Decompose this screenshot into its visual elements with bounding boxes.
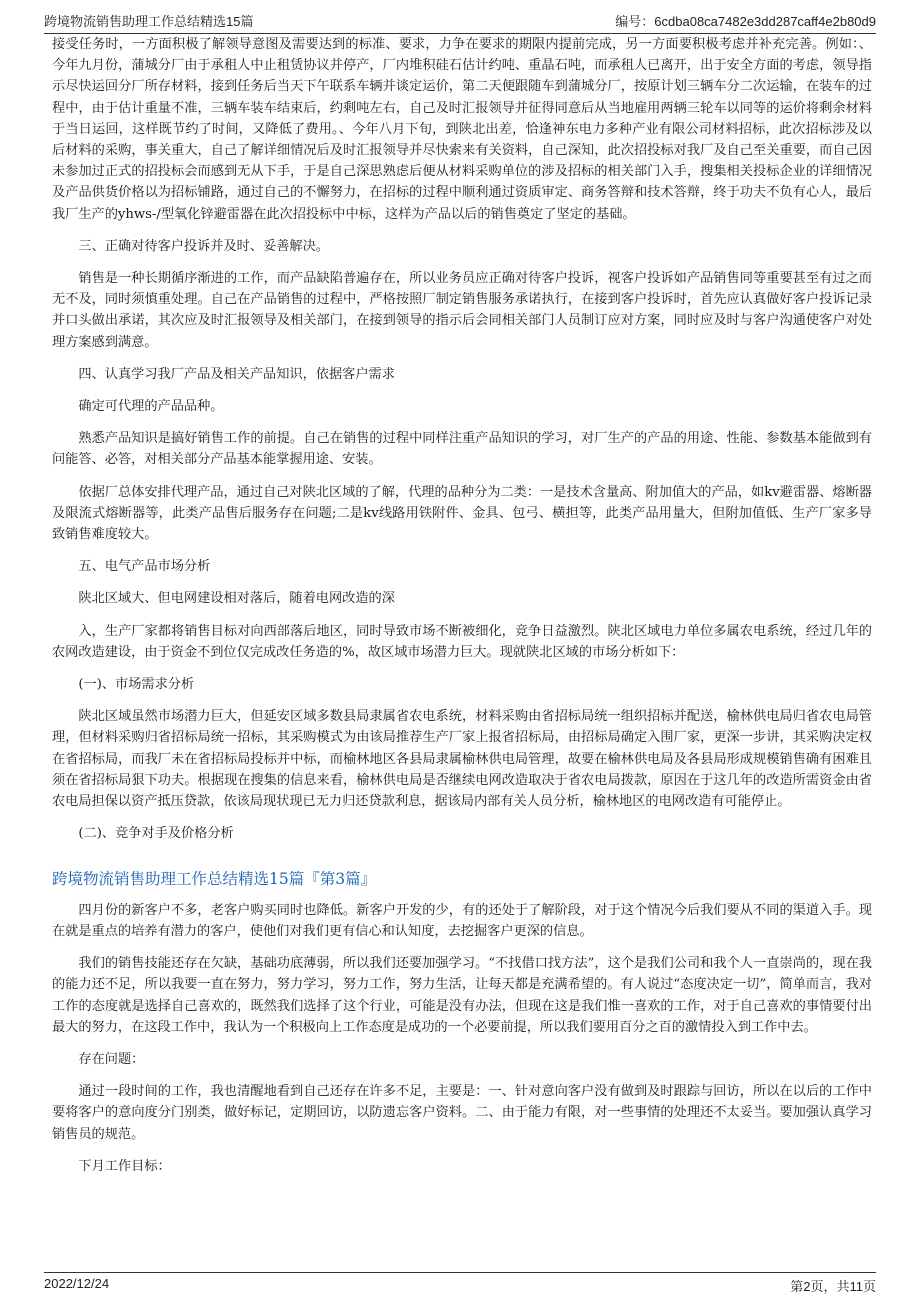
section-heading: 五、电气产品市场分析 — [78, 559, 211, 575]
document-code: 编号：6cdba08ca7482e3dd287caff4e2b80d9 — [615, 14, 876, 29]
page-footer — [44, 1272, 876, 1296]
paragraph: 熟悉产品知识是搞好销售工作的前提。自己在销售的过程中同样注重产品知识的学习，对厂生产的产品的用途、性能、参数基本能做到有问能答、必答，对相关部分产品基本能掌握用途、安装。 — [52, 431, 872, 468]
page-header — [44, 8, 876, 34]
section-heading: 下月工作目标： — [78, 1158, 171, 1174]
paragraph: 销售是一种长期循序渐进的工作，而产品缺陷普遍存在，所以业务员应正确对待客户投诉，视客户投诉如产品销售同等重要甚至有过之而无不及，同时须慎重处理。自己在产品销售的过程中，严格按照厂制定销售服务承诺执行，在接到客户投诉时，首先应认真做好客户投诉记录并口头做出承诺，其次应及时汇报领导及相关部门，在接到领导的指示后会同相关部门人员制订应对方案，同时应及时与客户沟通使客户对处理方案感到满意。 — [52, 271, 872, 350]
section-heading: 三、正确对待客户投诉并及时、妥善解决。 — [78, 238, 329, 254]
document-title: 跨境物流销售助理工作总结精选15篇 — [44, 14, 254, 29]
paragraph: 依据厂总体安排代理产品，通过自己对陕北区域的了解，代理的品种分为二类：一是技术含量高、附加值大的产品，如kv避雷器、熔断器及限流式熔断器等，此类产品售后服务存在问题;二是kv线路用铁附件、金具、包弓、横担等，此类产品用量大，但附加值低、生产厂家多导致销售难度较大。 — [52, 484, 872, 543]
paragraph: 我们的销售技能还存在欠缺，基础功底薄弱，所以我们还要加强学习。“不找借口找方法”，这个是我们公司和我个人一直崇尚的，现在我的能力还不足，所以我要一直在努力，努力学习，努力工作，努力生活，让每天都是充满希望的。有人说过“态度决定一切”，简单而言，我对工作的态度就是选择自己喜欢的，既然我们选择了这个行业，可能是没有办法，但现在这是我们惟一喜欢的工作，对于自己喜欢的事情要付出最大的努力，在这段工作中，我认为一个积极向上工作态度是成功的一个必要前提，所以我们要用百分之百的激情投入到工作中去。 — [52, 956, 872, 1035]
page-number: 第2页，共11页 — [790, 1279, 876, 1294]
paragraph: 接受任务时，一方面积极了解领导意图及需要达到的标准、要求，力争在要求的期限内提前完成，另一方面要积极考虑并补充完善。例如：、今年九月份，蒲城分厂由于承租人中止租赁协议并停产，厂内堆积硅石估计约吨、重晶石吨，而承租人已离开，出于安全方面的考虑，领导指示尽快运回分厂所存材料，接到任务后当天下午联系车辆并谈定运价，第二天便跟随车到蒲城分厂，按原计划三辆车分二次运输，在装车的过程中，由于估计重量不准，三辆车装车结束后，约剩吨左右，自己及时汇报领导并征得同意后从当地雇用两辆三轮车以同等的运价将剩余材料于当日运回，这样既节约了时间，又降低了费用。、今年八月下旬，到陕北出差，恰逢神东电力多种产业有限公司材料招标，此次招标涉及以后材料的采购，事关重大，自己了解详细情况后及时汇报领导并尽快索来有关资料，自己深知，此次招投标对我厂及自己至关重要，而自己因未参加过正式的招投标会而感到无从下手，于是自己深思熟虑后便从材料采购单位的涉及招标的相关部门入手，搜集相关投标企业的详细情况及产品供货价格以为招标铺路，通过自己的不懈努力，在招标的过程中顺利通过资质审定、商务答辩和技术答辩，终于功夫不负有心人，最后我厂生产的yhws-/型氧化锌避雷器在此次招投标中中标，这样为产品以后的销售奠定了坚定的基础。 — [52, 37, 872, 222]
paragraph: 入，生产厂家都将销售目标对向西部落后地区，同时导致市场不断被细化，竞争日益激烈。陕北区域电力单位多属农电系统，经过几年的农网改造建设，由于资金不到位仅完成改任务造的%，故区域市场潜力巨大。现就陕北区域的市场分析如下： — [52, 623, 872, 660]
footer-date: 2022/12/24 — [44, 1276, 110, 1291]
paragraph: 通过一段时间的工作，我也清醒地看到自己还存在许多不足，主要是：一、针对意向客户没有做到及时跟踪与回访，所以在以后的工作中要将客户的意向度分门别类，做好标记，定期回访，以防遗忘客户资料。二、由于能力有限，对一些事情的处理还不太妥当。要加强认真学习销售员的规范。 — [52, 1084, 872, 1142]
section-heading: (二)、竞争对手及价格分析 — [78, 826, 234, 842]
paragraph: 四月份的新客户不多，老客户购买同时也降低。新客户开发的少，有的还处于了解阶段，对于这个情况今后我们要从不同的渠道入手。现在就是重点的培养有潜力的客户，使他们对我们更有信心和认知度，去挖掘客户更深的信息。 — [52, 902, 872, 939]
paragraph: 陕北区域大、但电网建设相对落后，随着电网改造的深 — [78, 591, 395, 607]
section-heading: (一)、市场需求分析 — [78, 677, 195, 693]
article-title-link[interactable]: 跨境物流销售助理工作总结精选15篇『第3篇』 — [52, 869, 377, 888]
section-heading: 四、认真学习我厂产品及相关产品知识，依据客户需求 — [78, 366, 395, 382]
section-heading: 存在问题： — [78, 1051, 145, 1067]
paragraph: 确定可代理的产品品种。 — [78, 399, 224, 415]
paragraph: 陕北区域虽然市场潜力巨大，但延安区域多数县局隶属省农电系统，材料采购由省招标局统一组织招标并配送，榆林供电局归省农电局管理，但材料采购归省招标局统一招标，其采购模式为由该局推荐生产厂家上报省招标局，由招标局确定入围厂家，更深一步讲，其采购决定权在省招标局，而我厂未在省招标局投标并中标，而榆林地区各县局隶属榆林供电局管理，故要在榆林供电局及各县局形成规模销售确有困难且须在省招标局狠下功夫。根据现在搜集的信息来看，榆林供电局是否继续电网改造取决于省农电局拨款，原因在于这几年的改造所需资金由省农电局担保以资产抵压贷款，依该局现状现已无力归还贷款利息，据该局内部有关人员分析，榆林地区的电网改造有可能停止。 — [52, 709, 872, 810]
document-body — [52, 34, 872, 1188]
